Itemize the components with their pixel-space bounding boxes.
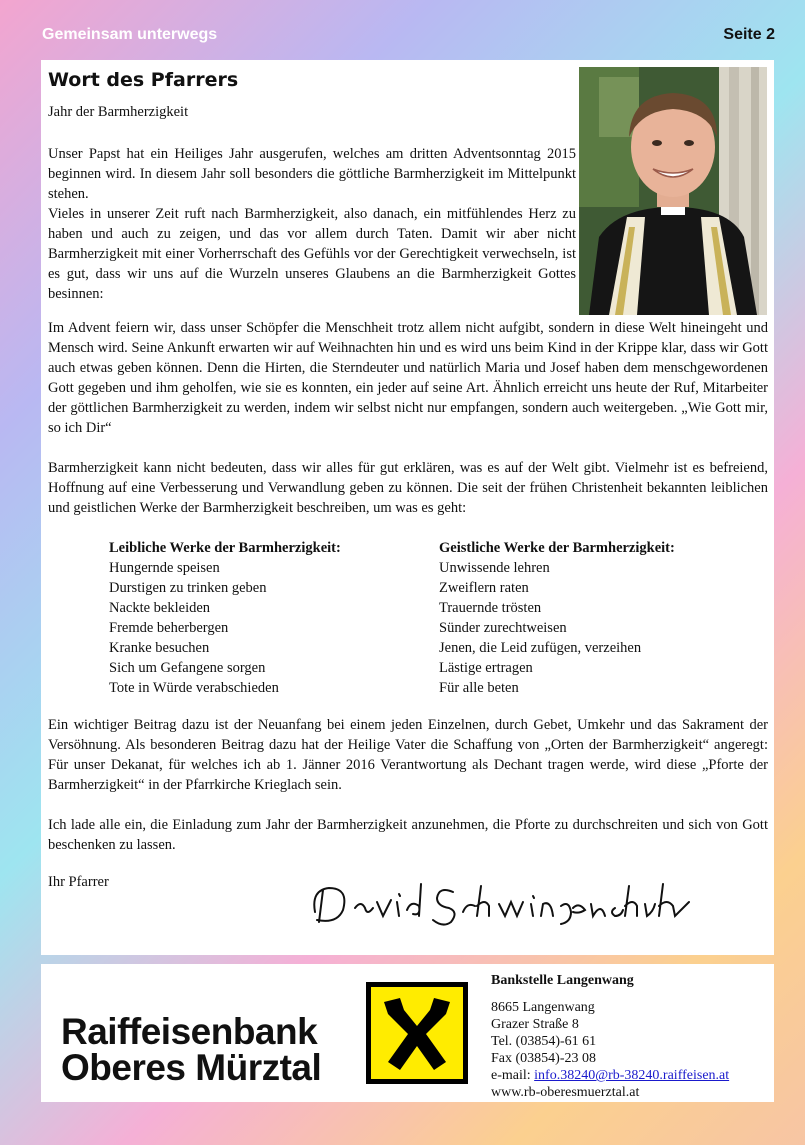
page-header [0,26,805,48]
branch-address-1: 8665 Langenwang [491,1000,595,1015]
intro-paragraph [48,144,576,304]
list-item: Hungernde speisen [109,560,220,576]
closing-text: Ihr Pfarrer [48,874,109,890]
email-link[interactable]: info.38240@rb-38240.raiffeisen.at [534,1068,730,1083]
works-spiritual-heading: Geistliche Werke der Barmherzigkeit: [439,540,675,556]
branch-website: www.rb-oberesmuerztal.at [491,1085,640,1100]
branch-title: Bankstelle Langenwang [491,973,634,988]
branch-contact [491,972,729,1101]
bank-name-line2: Oberes Mürztal [61,1047,322,1088]
works-bodily-list [109,538,341,698]
signature-image [303,872,693,932]
article-title: Wort des Pfarrers [48,69,239,91]
paragraph-meaning: Barmherzigkeit kann nicht bedeuten, dass wir alles für gut erklären, was es auf der Welt gibt. Vielmehr ist es befreiend, Hoffnung auf eine Verbesserung und Verwandlung geben zu können. Die seit der frühen Christenheit bekannten leiblichen und geistlichen Werke der Barmherzigkeit beschreiben, um was es geht: [48,460,768,516]
intro-text: Unser Papst hat ein Heiliges Jahr ausgerufen, welches am dritten Adventsonntag 2015 beginnen wird. In diesem Jahr soll besonders die göttliche Barmherzigkeit im Mittelpunkt stehen. [48,146,576,202]
page-number: Seite 2 [723,26,775,43]
branch-phone: Tel. (03854)-61 61 [491,1034,597,1049]
article-subtitle: Jahr der Barmherzigkeit [48,104,189,120]
priest-portrait-image [579,67,767,315]
bank-name [61,1011,322,1088]
list-item: Durstigen zu trinken geben [109,580,267,596]
raiffeisen-logo-icon [364,980,470,1086]
list-item: Sich um Gefangene sorgen [109,660,266,676]
list-item: Tote in Würde verabschieden [109,680,279,696]
list-item: Nackte bekleiden [109,600,211,616]
list-item: Zweiflern raten [439,580,529,596]
branch-address-2: Grazer Straße 8 [491,1017,579,1032]
email-label: e-mail: [491,1068,535,1083]
list-item: Fremde beherbergen [109,620,229,636]
list-item: Lästige ertragen [439,660,533,676]
newsletter-title: Gemeinsam unterwegs [42,26,218,43]
paragraph-invitation: Ich lade alle ein, die Einladung zum Jahr der Barmherzigkeit anzunehmen, die Pforte zu durchschreiten und sich von Gott beschenken zu lassen. [48,817,768,853]
list-item: Unwissende lehren [439,560,550,576]
works-spiritual-list [439,538,675,698]
list-item: Jenen, die Leid zufügen, verzeihen [439,640,642,656]
works-bodily-heading: Leibliche Werke der Barmherzigkeit: [109,540,341,556]
list-item: Kranke besuchen [109,640,210,656]
sponsor-footer [41,964,774,1102]
article-box [41,60,774,955]
list-item: Trauernde trösten [439,600,542,616]
list-item: Sünder zurechtweisen [439,620,567,636]
list-item: Für alle beten [439,680,519,696]
paragraph-advent: Im Advent feiern wir, dass unser Schöpfer die Menschheit trotz allem nicht aufgibt, sondern in diese Welt hineingeht und Mensch wird. Seine Ankunft erwarten wir auf Weihnachten hin und es wird uns beim Kind in der Krippe klar, dass wir Gott auch etwas geben können. Denn die Hirten, die Sterndeuter und natürlich Maria und Josef haben dem menschgewordenen Gott gegeben und ihm geholfen, wie sie es konnten, ein jeder auf seine Art. Ähnlich erreicht uns heute der Ruf, Mitarbeiter der göttlichen Barmherzigkeit zu werden, indem wir selbst nicht nur empfangen, sondern auch weitergeben. „Wie Gott mir, so ich Dir“ [48,320,768,436]
bank-name-line1: Raiffeisenbank [61,1011,318,1052]
paragraph-contribution: Ein wichtiger Beitrag dazu ist der Neuanfang bei einem jeden Einzelnen, durch Gebet, Umkehr und das Sakrament der Versöhnung. Als besonderen Beitrag dazu hat der Heilige Vater die Schaffung von „Orten der Barmherzigkeit“ angeregt: Für unser Dekanat, für welches ich ab 1. Jänner 2016 Verantwortung als Dechant tragen werde, wird diese „Pforte der Barmherzigkeit“ in der Pfarrkirche Krieglach sein. [48,717,768,793]
priest-photo [579,67,767,315]
branch-fax: Fax (03854)-23 08 [491,1051,596,1066]
branch-email-row [491,1067,729,1084]
intro-text-2: Vieles in unserer Zeit ruft nach Barmherzigkeit, also danach, ein mitfühlendes Herz zu haben und auch zu zeigen, und das vor allem durch Taten. Damit wir aber nicht Barmherzigkeit mit einer Vorherrschaft des Gefühls vor der Gerechtigkeit verwechseln, ist es gut, dass wir uns auf die Wurzeln unseres Glaubens an die Barmherzigkeit Gottes besinnen: [48,206,576,302]
